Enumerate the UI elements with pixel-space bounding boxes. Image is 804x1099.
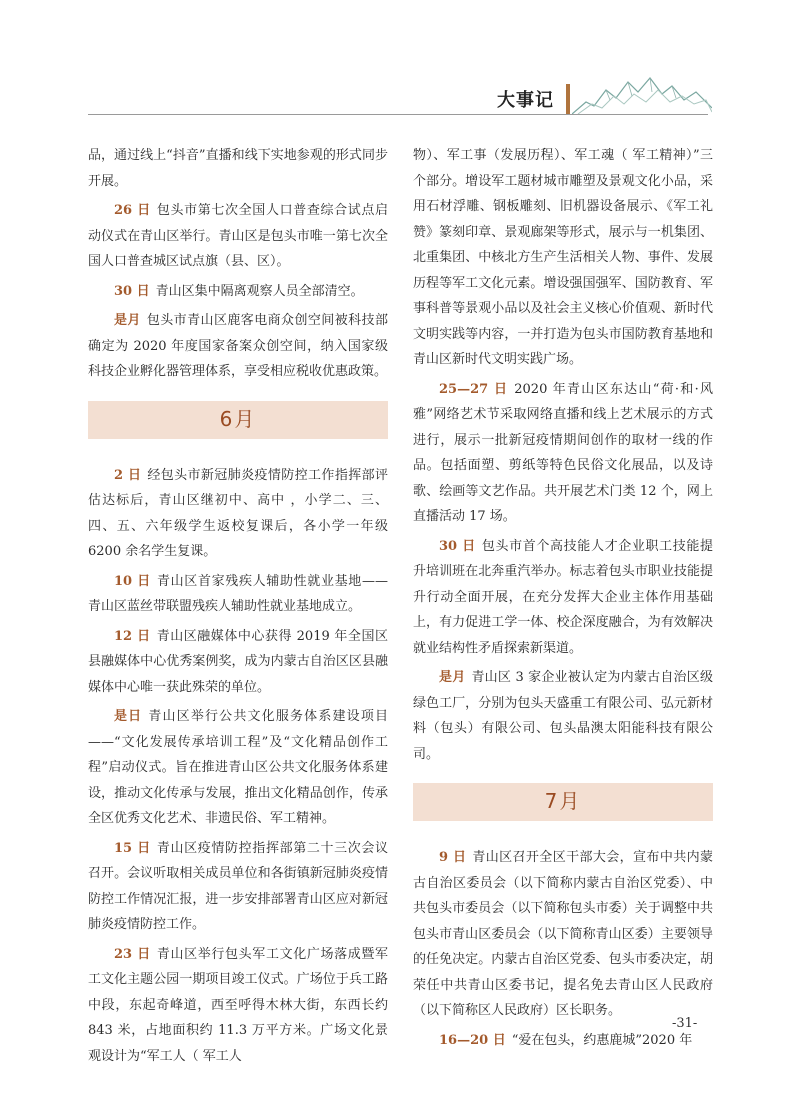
entry-date: 15 日 [114,840,151,856]
entry [413,1028,713,1054]
entry-date: 2 日 [114,467,142,483]
entry-date: 16—20 日 [439,1032,506,1048]
entry-date: 23 日 [114,946,151,962]
entry [88,569,388,620]
entry-text: 青山区首家残疾人辅助性就业基地——青山区蓝丝带联盟残疾人辅助性就业基地成立。 [88,573,388,614]
section-title: 大事记 [497,90,554,111]
month-heading: 6月 [88,401,388,439]
entry [88,198,388,275]
entry-text: 包头市第七次全国人口普查综合试点启动仪式在青山区举行。青山区是包头市唯一第七次全国人口普查城区试点旗（县、区）。 [88,203,388,269]
entry [88,836,388,938]
right-column [413,143,713,1053]
entry-date: 30 日 [114,283,150,299]
entry [88,463,388,565]
entry-text: 包头市首个高技能人才企业职工技能提升培训班在北奔重汽举办。标志着包头市职业技能提升行动全面开展，在充分发挥大企业主体作用基础上，有力促进工学一体、校企深度融合，为有效解决就业结构性矛盾探索新渠道。 [413,538,713,656]
entry [413,377,713,530]
month-heading: 7月 [413,783,713,821]
entry [88,942,388,1070]
entry [413,534,713,662]
entry-date: 是日 [114,709,143,724]
entry [413,665,713,767]
entry-text: 经包头市新冠肺炎疫情防控工作指挥部评估达标后，青山区继初中、高中 ，小学二、三、四、五、六年级学生返校复课后，各小学一年级 6200 余名学生复课。 [88,467,388,559]
header-rule [88,114,708,115]
header-accent-bar [566,84,570,114]
entry-text: “爱在包头，约惠鹿城”2020 年 [511,1032,693,1048]
left-column [88,143,388,1069]
entry-date: 是月 [114,313,141,328]
entry-text: 青山区 3 家企业被认定为内蒙古自治区级绿色工厂，分别为包头天盛重工有限公司、弘元新材料（包头）有限公司、包头晶澳太阳能科技有限公司。 [413,670,713,762]
entry [88,624,388,701]
entry [88,308,388,385]
entry-date: 是月 [439,670,466,685]
entry-text: 青山区疫情防控指挥部第二十三次会议召开。会议听取相关成员单位和各街镇新冠肺炎疫情防控工作情况汇报，进一步安排部署青山区应对新冠肺炎疫情防控工作。 [88,840,388,932]
entry-date: 10 日 [114,573,151,589]
entry [88,279,388,305]
entry-date: 9 日 [439,850,467,865]
entry-text: 包头市青山区鹿客电商众创空间被科技部确定为 2020 年度国家备案众创空间，纳入国家级科技企业孵化器管理体系，享受相应税收优惠政策。 [88,313,388,379]
entry-date: 26 日 [114,203,151,218]
entry-date: 30 日 [439,538,476,554]
page-number: -31- [672,1016,698,1031]
paragraph: 品，通过线上“抖音”直播和线下实地参观的形式同步开展。 [88,148,388,189]
entry-text: 2020 年青山区东达山“荷·和·风雅”网络艺术节采取网络直播和线上艺术展示的方式进行，展示一批新冠疫情期间创作的取材一线的作品。包括面塑、剪纸等特色民俗文化展品，以及诗歌、绘画等文艺作品。共开展艺术门类 12 个，网上直播活动 17 场。 [413,381,713,524]
entry-text: 青山区召开全区干部大会，宣布中共内蒙古自治区委员会（以下简称内蒙古自治区党委）、中共包头市委员会（以下简称包头市委）关于调整中共包头市青山区委员会（以下简称青山区委）主要领导的任免决定。内蒙古自治区党委、包头市委决定，胡荣任中共青山区委书记，提名免去青山区人民政府（以下简称区人民政府）区长职务。 [413,850,713,1018]
entry-text: 青山区举行公共文化服务体系建设项目——“文化发展传承培训工程”及“文化精品创作工程”启动仪式。旨在推进青山区公共文化服务体系建设，推动文化传承与发展，推出文化精品创作，传承全区优秀文化艺术、非遗民俗、军工精神。 [88,709,388,826]
entry-text: 青山区集中隔离观察人员全部清空。 [155,283,364,299]
entry [413,845,713,1024]
entry-date: 12 日 [114,628,151,644]
entry [88,704,388,832]
entry-date: 25—27 日 [439,381,509,397]
entry-text: 青山区融媒体中心获得 2019 年全国区县融媒体中心优秀案例奖，成为内蒙古自治区区县融媒体中心唯一获此殊荣的单位。 [88,628,388,695]
mountain-illustration [572,74,712,118]
paragraph: 物）、军工事（发展历程）、军工魂（ 军工精神）”三个部分。增设军工题材城市雕塑及景观文化小品，采用石材浮雕、钢板雕刻、旧机器设备展示、《军工礼赞》篆刻印章、景观廊架等形式，展示与一机集团、北重集团、中核北方生产生活相关人物、事件、发展历程等军工文化元素。增设强国强军、国防教育、军事科普等景观小品以及社会主义核心价值观、新时代文明实践等内容，一并打造为包头市国防教育基地和青山区新时代文明实践广场。 [413,148,713,367]
entry-text: 青山区举行包头军工文化广场落成暨军工文化主题公园一期项目竣工仪式。广场位于兵工路中段，东起奇峰道，西至呼得木林大街，东西长约 843 米，占地面积约 11.3 万平方米。广场文化景观设计为“军工人（ 军工人 [88,946,388,1064]
